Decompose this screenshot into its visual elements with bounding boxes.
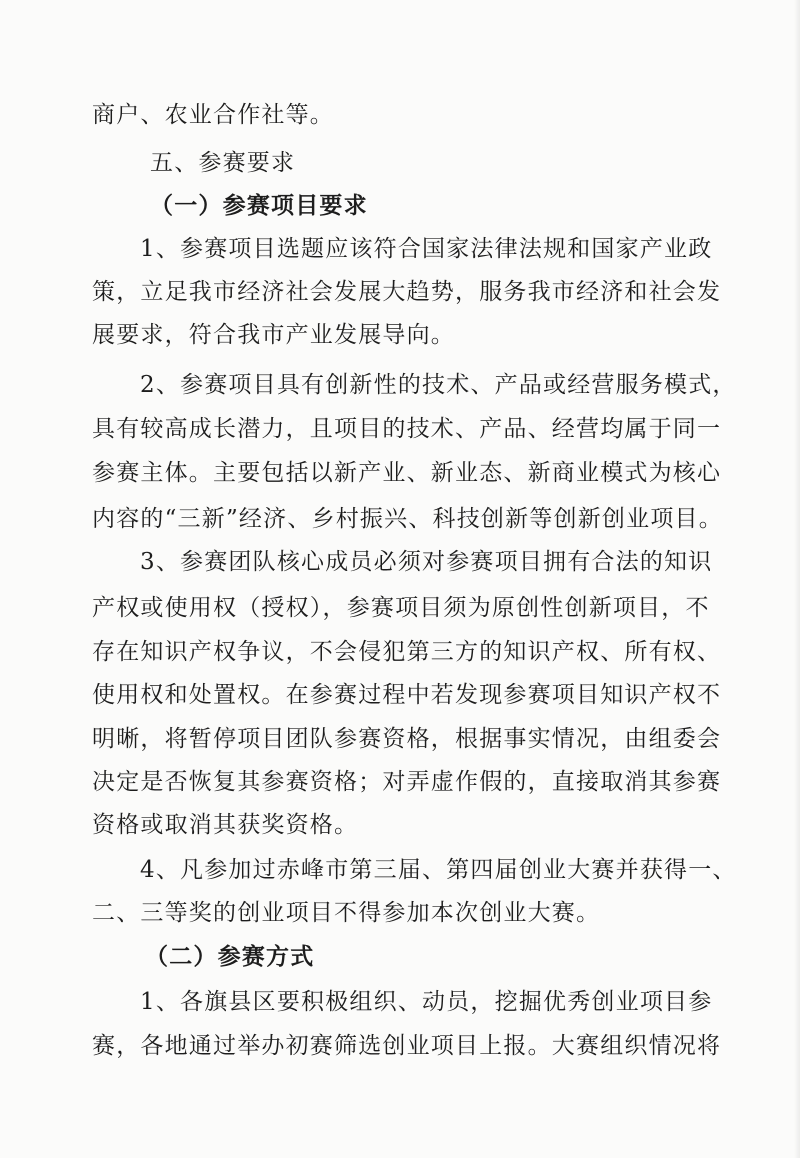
- scan-shadow: [794, 0, 800, 1158]
- text-line: 商户、农业合作社等。: [92, 102, 334, 128]
- text-line: 产权或使用权（授权），参赛项目须为原创性创新项目，不: [92, 595, 710, 621]
- text-line: 1、参赛项目选题应该符合国家法律法规和国家产业政: [140, 236, 713, 262]
- text-line: 存在知识产权争议，不会侵犯第三方的知识产权、所有权、: [92, 639, 722, 665]
- text-line: 明晰，将暂停项目团队参赛资格，根据事实情况，由组委会: [92, 726, 722, 752]
- section-heading: 五、参赛要求: [150, 150, 296, 176]
- text-line: 使用权和处置权。在参赛过程中若发现参赛项目知识产权不: [92, 682, 722, 708]
- subsection-heading: （二）参赛方式: [145, 943, 315, 970]
- text-line: 决定是否恢复其参赛资格；对弄虚作假的，直接取消其参赛: [92, 769, 722, 795]
- text-line: 具有较高成长潜力，且项目的技术、产品、经营均属于同一: [92, 416, 722, 442]
- text-line: 赛，各地通过举办初赛筛选创业项目上报。大赛组织情况将: [92, 1033, 722, 1059]
- text-line: 3、参赛团队核心成员必须对参赛项目拥有合法的知识: [140, 549, 713, 575]
- text-line: 4、凡参加过赤峰市第三届、第四届创业大赛并获得一、: [140, 857, 737, 883]
- text-line: 资格或取消其获奖资格。: [92, 812, 359, 838]
- text-line: 策，立足我市经济社会发展大趋势，服务我市经济和社会发: [92, 279, 722, 305]
- text-line: 二、三等奖的创业项目不得参加本次创业大赛。: [92, 900, 601, 926]
- text-line: 参赛主体。主要包括以新产业、新业态、新商业模式为核心: [92, 460, 722, 486]
- text-line: 展要求，符合我市产业发展导向。: [92, 322, 455, 348]
- subsection-heading: （一）参赛项目要求: [150, 192, 368, 219]
- text-line: 2、参赛项目具有创新性的技术、产品或经营服务模式，: [140, 372, 737, 398]
- text-line: 1、各旗县区要积极组织、动员，挖掘优秀创业项目参: [140, 989, 713, 1015]
- text-line: 内容的“三新”经济、乡村振兴、科技创新等创新创业项目。: [92, 506, 723, 532]
